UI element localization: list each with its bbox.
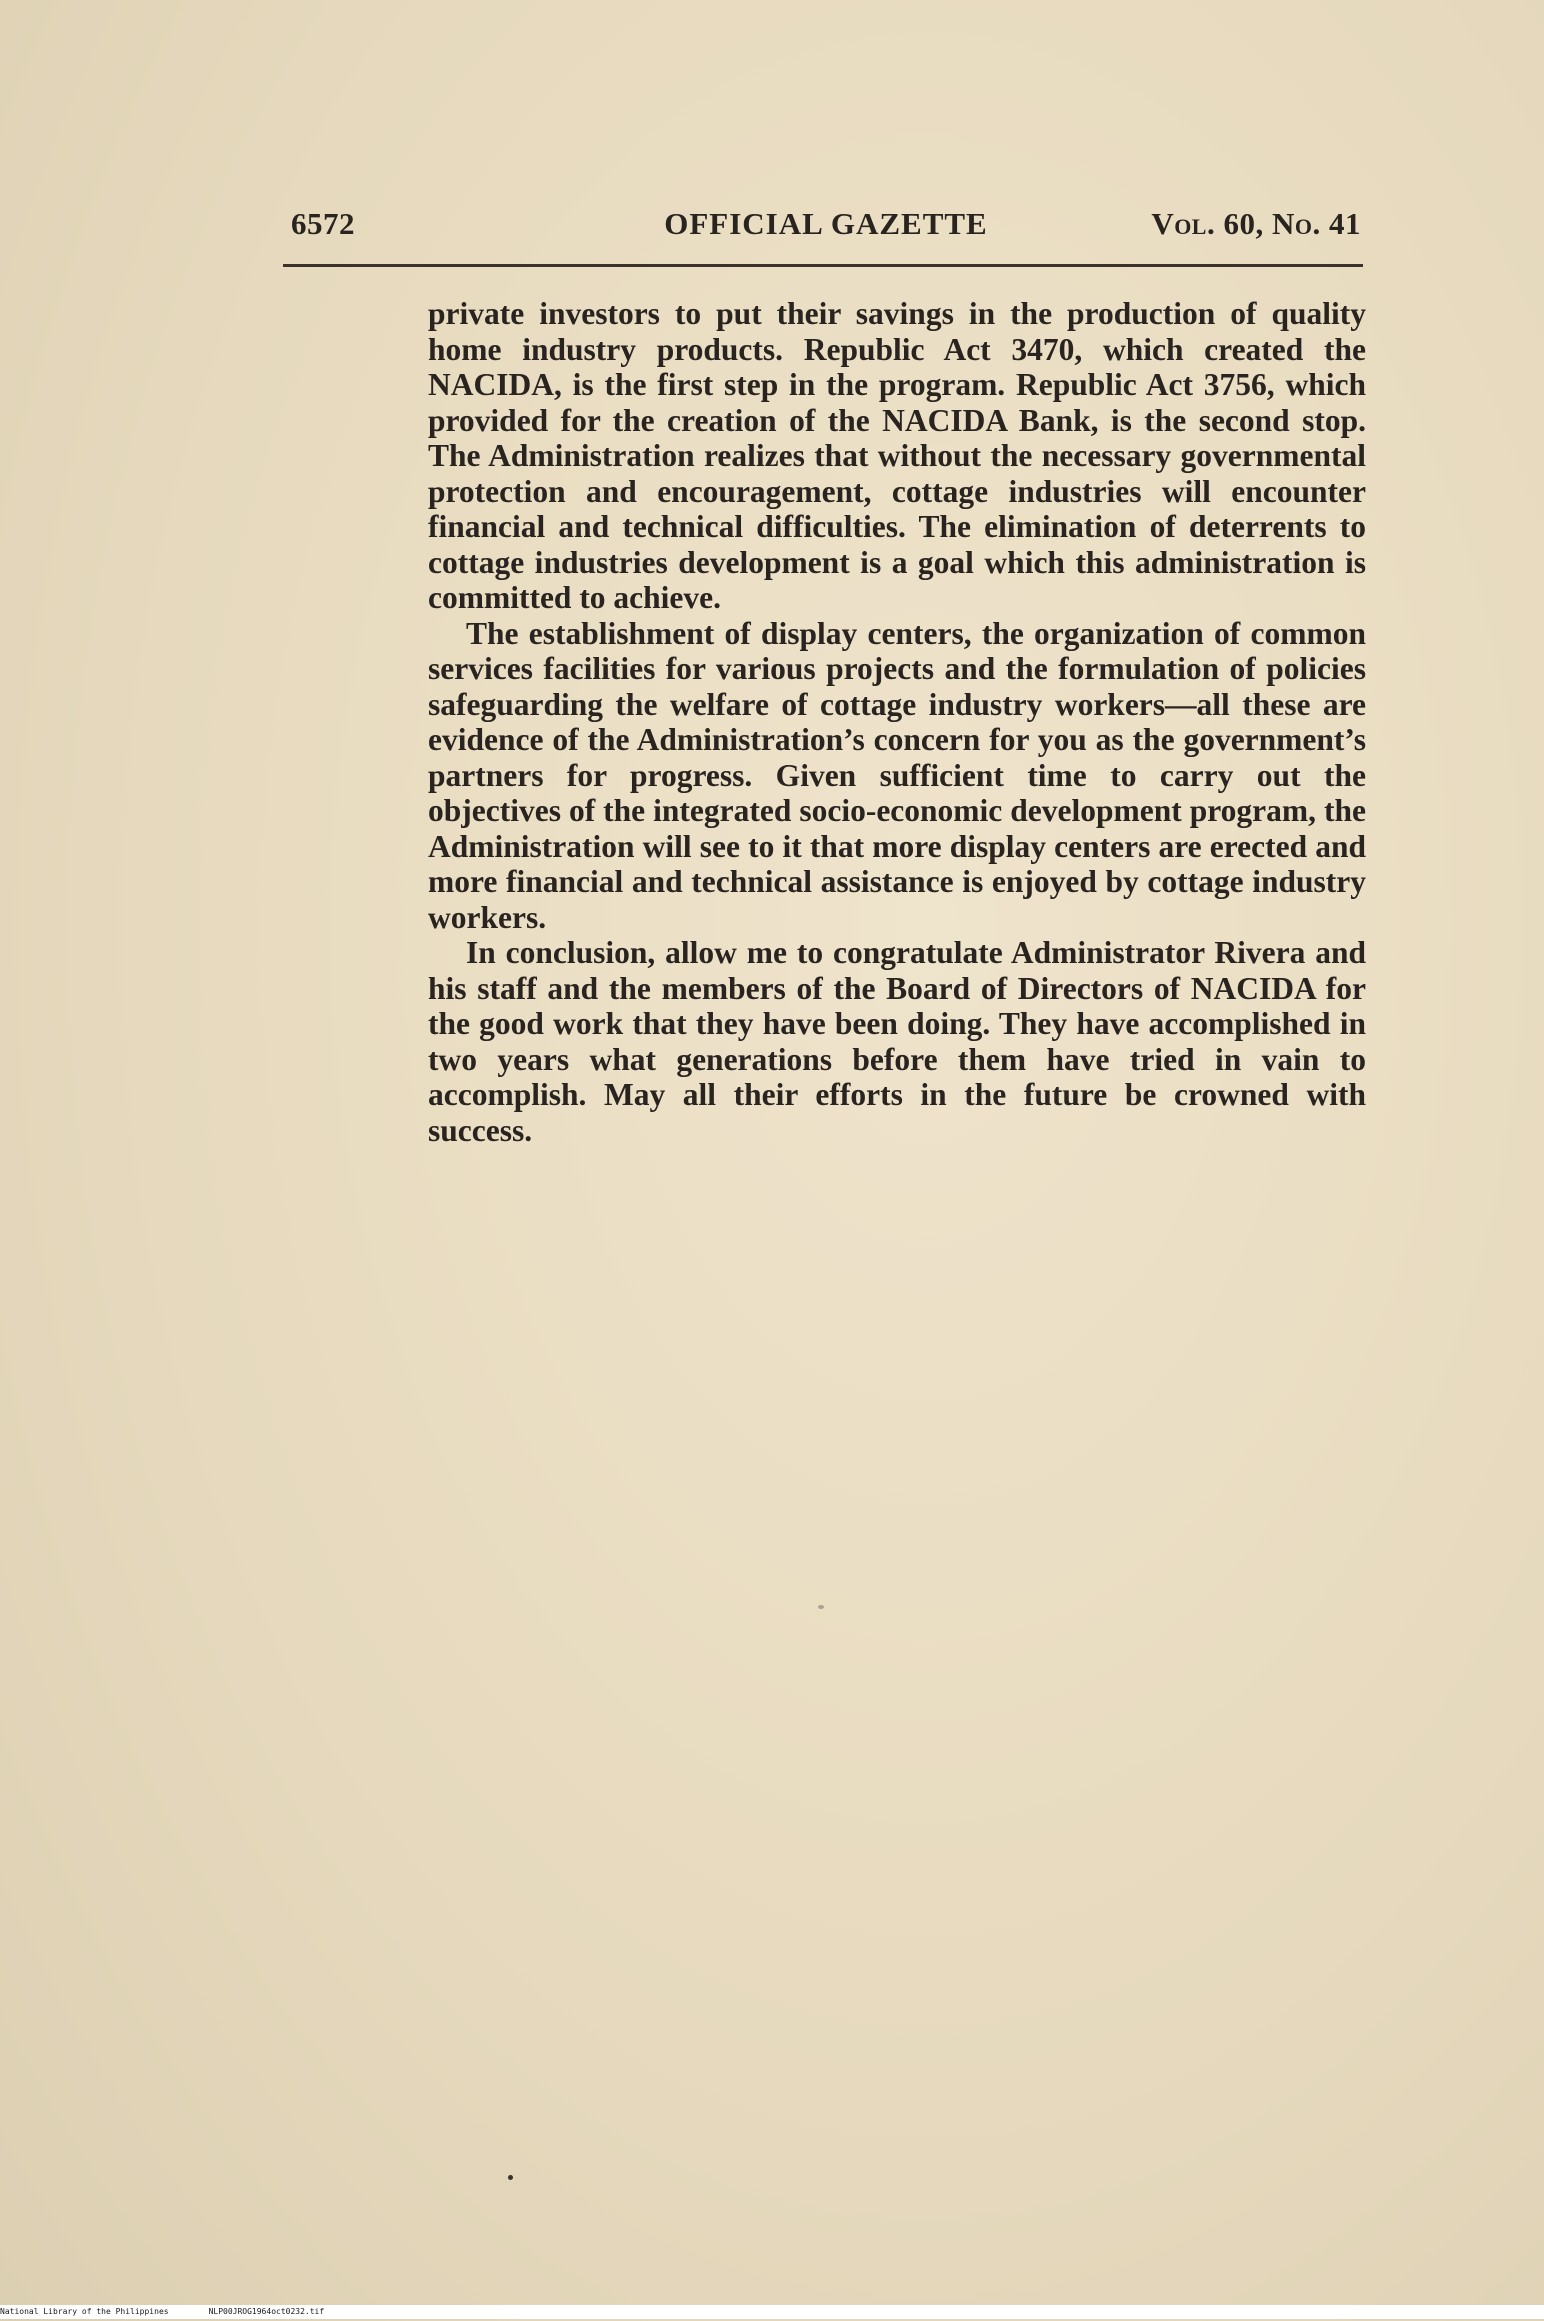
paragraph-1: private investors to put their savings in the production of quality home industry products. Republic Act 3470, which created the NACIDA, is the first step in the program. Republic Act 3756, which provided for the creation of the NACIDA Bank, is the second stop. The Administration realizes that without the necessary governmental protection and encouragement, cottage industries will encounter financial and technical difficulties. The elimination of deterrents to cottage industries development is a goal which this administration is committed to achieve. xyxy=(428,296,1366,615)
footer-file-id: NLP00JROG1964oct0232.tif xyxy=(208,2307,325,2316)
paragraph-3: In conclusion, allow me to congratulate Administrator Rivera and his staff and the members of the Board of Directors of NACIDA for the good work that they have been doing. They have accomplished in two years what generations before them have tried in vain to accomplish. May all their efforts in the future be crowned with success. xyxy=(428,935,1366,1148)
volume-info: Vol. 60, No. 41 xyxy=(1151,206,1361,241)
paragraph-2: The establishment of display centers, the organization of common services facilities for various projects and the formulation of policies safeguarding the welfare of cottage industry workers—all these are evidence of the Administration’s concern for you as the government’s partners for progress. Given sufficient time to carry out the objectives of the integrated socio-economic development program, the Administration will see to it that more display centers are erected and more financial and technical assistance is enjoyed by cottage industry workers. xyxy=(428,615,1366,935)
publication-title: OFFICIAL GAZETTE xyxy=(664,206,988,241)
ink-speck xyxy=(508,2175,513,2180)
ink-speck xyxy=(818,1605,824,1609)
running-head xyxy=(291,206,1361,246)
scan-footer xyxy=(0,2305,1544,2319)
article-body xyxy=(428,296,1366,1148)
page-number: 6572 xyxy=(291,206,355,241)
footer-library: National Library of the Philippines xyxy=(0,2307,169,2316)
header-rule xyxy=(283,264,1363,267)
